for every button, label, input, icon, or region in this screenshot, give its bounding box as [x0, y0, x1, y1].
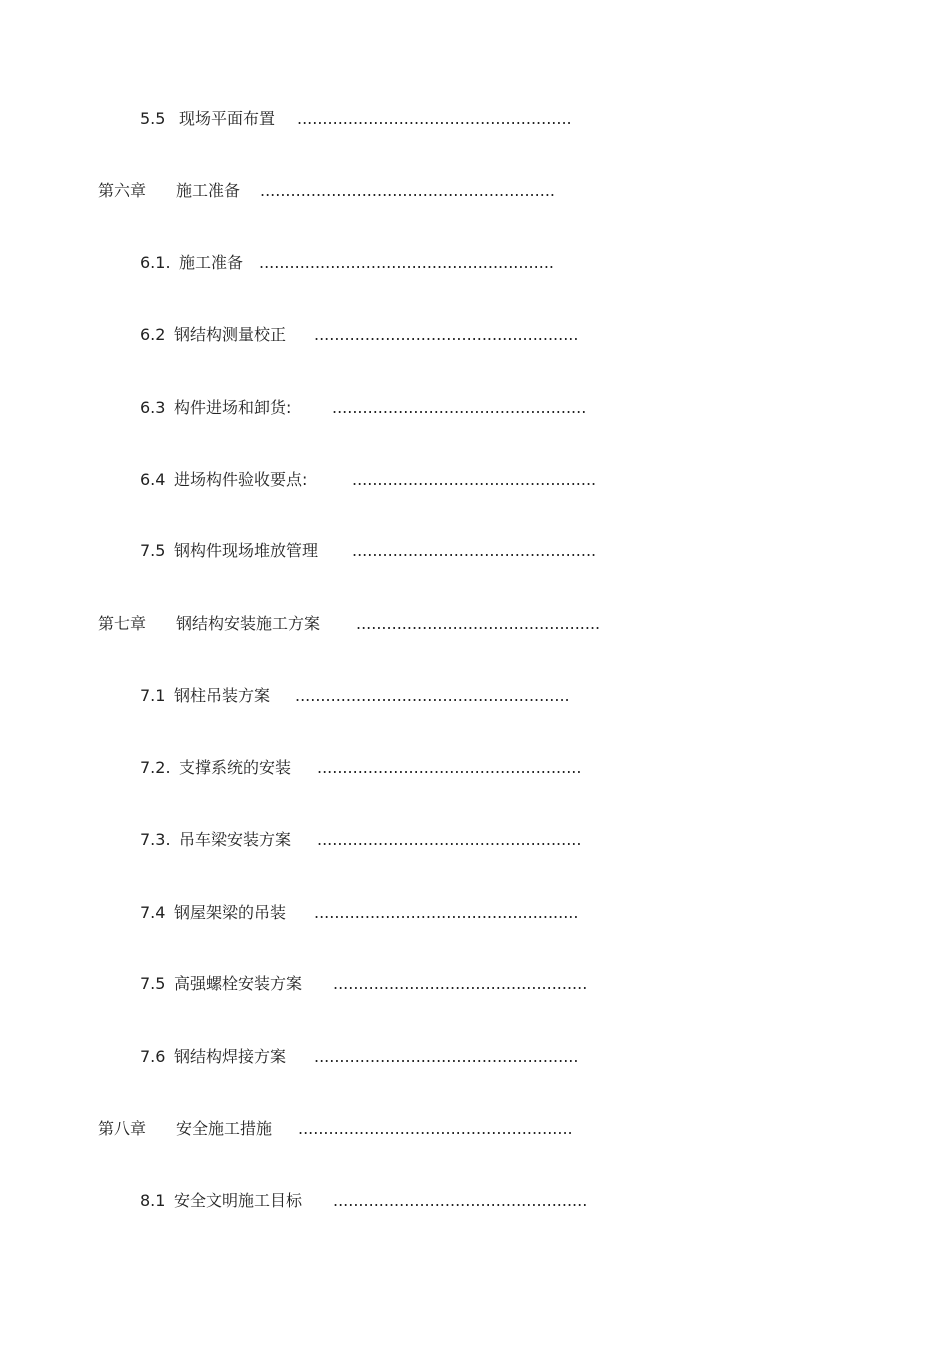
toc-chapter-6[interactable]	[98, 181, 555, 201]
toc-title: 钢结构焊接方案	[174, 1047, 287, 1066]
toc-title: 安全施工措施	[176, 1119, 273, 1138]
toc-title: 钢结构安装施工方案	[176, 614, 321, 633]
toc-title: 钢柱吊装方案	[174, 686, 271, 705]
toc-number: 6.2	[140, 325, 166, 344]
toc-number: 5.5	[140, 109, 166, 128]
toc-leader: ......................................................	[298, 1119, 573, 1138]
toc-title: 钢结构测量校正	[174, 325, 287, 344]
toc-number: 7.6	[140, 1047, 166, 1066]
toc-number: 7.5	[140, 974, 166, 993]
toc-number: 7.2.	[140, 758, 171, 777]
toc-entry-7-4[interactable]	[140, 903, 578, 923]
toc-number: 7.5	[140, 541, 166, 560]
toc-leader: ....................................................	[314, 325, 579, 344]
toc-entry-6-4[interactable]	[140, 470, 596, 490]
toc-entry-7-3[interactable]	[140, 830, 581, 850]
toc-title: 高强螺栓安装方案	[174, 974, 303, 993]
toc-leader: ....................................................	[314, 903, 579, 922]
toc-entry-6-1[interactable]	[140, 253, 554, 273]
toc-leader: ................................................	[356, 614, 601, 633]
toc-number: 6.1.	[140, 253, 171, 272]
toc-number: 7.4	[140, 903, 166, 922]
toc-entry-5-5[interactable]	[140, 109, 572, 129]
toc-number: 8.1	[140, 1191, 166, 1210]
toc-title: 现场平面布置	[179, 109, 276, 128]
toc-title: 钢屋架梁的吊装	[174, 903, 287, 922]
toc-entry-8-1[interactable]	[140, 1191, 587, 1211]
toc-leader: ................................................	[352, 470, 597, 489]
toc-entry-7-1[interactable]	[140, 686, 570, 706]
toc-entry-7-5-bolts[interactable]	[140, 974, 587, 994]
toc-leader: ....................................................	[317, 758, 582, 777]
toc-leader: ......................................................	[295, 686, 570, 705]
toc-number: 第六章	[98, 181, 147, 200]
toc-title: 钢构件现场堆放管理	[174, 541, 319, 560]
toc-leader: ..................................................	[333, 974, 588, 993]
toc-entry-6-3[interactable]	[140, 398, 586, 418]
toc-title: 吊车梁安装方案	[179, 830, 292, 849]
toc-leader: ..........................................................	[259, 253, 554, 272]
toc-leader: ..................................................	[332, 398, 587, 417]
toc-entry-6-2[interactable]	[140, 325, 578, 345]
toc-entry-7-6[interactable]	[140, 1047, 578, 1067]
toc-title: 施工准备	[179, 253, 244, 272]
toc-number: 7.1	[140, 686, 166, 705]
toc-title: 施工准备	[176, 181, 241, 200]
toc-title: 支撑系统的安装	[179, 758, 292, 777]
toc-entry-7-2[interactable]	[140, 758, 581, 778]
toc-number: 6.3	[140, 398, 166, 417]
toc-chapter-7[interactable]	[98, 614, 600, 634]
toc-title: 构件进场和卸货:	[174, 398, 292, 417]
toc-leader: ................................................	[352, 541, 597, 560]
toc-number: 第八章	[98, 1119, 147, 1138]
toc-number: 第七章	[98, 614, 147, 633]
toc-leader: ......................................................	[297, 109, 572, 128]
toc-leader: ....................................................	[317, 830, 582, 849]
toc-title: 进场构件验收要点:	[174, 470, 308, 489]
toc-chapter-8[interactable]	[98, 1119, 573, 1139]
toc-title: 安全文明施工目标	[174, 1191, 303, 1210]
toc-leader: ..........................................................	[260, 181, 555, 200]
toc-number: 6.4	[140, 470, 166, 489]
toc-number: 7.3.	[140, 830, 171, 849]
toc-leader: ....................................................	[314, 1047, 579, 1066]
toc-entry-7-5-storage[interactable]	[140, 541, 596, 561]
toc-leader: ..................................................	[333, 1191, 588, 1210]
